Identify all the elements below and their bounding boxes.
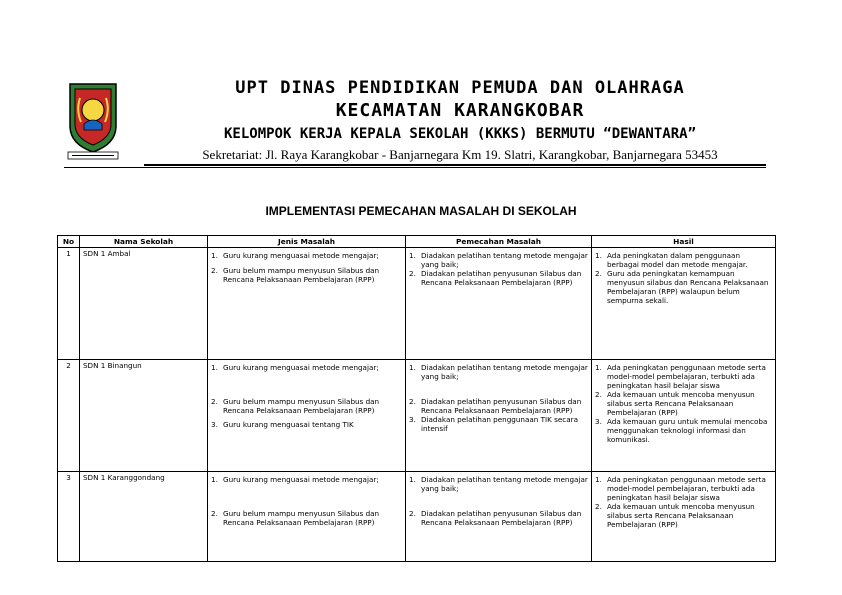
- table-header-row: [58, 236, 776, 248]
- problem-cell: [208, 360, 406, 472]
- column-header-solution: Pemecahan Masalah: [406, 236, 592, 248]
- regency-crest-logo: [64, 78, 122, 162]
- list-item: 2. Guru ada peningkatan kemampuan menyusun silabus dan Rencana Pelaksanaan Pembelajaran (RPP) walaupun belum sempurna sekali.: [595, 269, 769, 305]
- list-item: 2. Guru belum mampu menyusun Silabus dan Rencana Pelaksanaan Pembelajaran (RPP): [211, 266, 380, 284]
- problem-cell: [208, 248, 406, 360]
- school-name: SDN 1 Binangun: [80, 360, 208, 472]
- list-item: 2. Ada kemauan untuk mencoba menyusun silabus serta Rencana Pelaksanaan Pembelajaran (RPP): [595, 502, 755, 529]
- column-header-result: Hasil: [592, 236, 776, 248]
- list-item: 1. Guru kurang menguasai metode mengajar;: [211, 475, 379, 484]
- solution-cell: [406, 248, 592, 360]
- list-item: 3. Diadakan pelatihan penggunaan TIK secara intensif: [409, 415, 578, 433]
- row-number: 2: [58, 360, 80, 472]
- list-item: 2. Guru belum mampu menyusun Silabus dan Rencana Pelaksanaan Pembelajaran (RPP): [211, 509, 380, 527]
- list-item: 2. Diadakan pelatihan penyusunan Silabus dan Rencana Pelaksanaan Pembelajaran (RPP): [409, 509, 582, 527]
- problem-solving-table: [57, 235, 776, 562]
- working-group-name: KELOMPOK KERJA KEPALA SEKOLAH (KKKS) BERMUTU “DEWANTARA”: [223, 126, 696, 142]
- column-header-school: Nama Sekolah: [80, 236, 208, 248]
- list-item: 1. Diadakan pelatihan tentang metode mengajar yang baik;: [409, 363, 588, 381]
- solution-cell: [406, 472, 592, 562]
- table-row: [58, 248, 776, 360]
- list-item: 1. Guru kurang menguasai metode mengajar;: [211, 363, 379, 372]
- list-item: 3. Guru kurang menguasai tentang TIK: [211, 420, 354, 429]
- row-number: 1: [58, 248, 80, 360]
- table-row: [58, 472, 776, 562]
- header-rule-thin: [64, 167, 766, 168]
- agency-name: UPT DINAS PENDIDIKAN PEMUDA DAN OLAHRAGA: [235, 78, 685, 98]
- table-row: [58, 360, 776, 472]
- list-item: 1. Diadakan pelatihan tentang metode mengajar yang baik;: [409, 251, 588, 269]
- list-item: 1. Ada peningkatan penggunaan metode serta model-model pembelajaran, terbukti ada peningkatan hasil belajar siswa: [595, 475, 766, 502]
- list-item: 1. Diadakan pelatihan tentang metode mengajar yang baik;: [409, 475, 588, 493]
- result-cell: [592, 248, 776, 360]
- document-title: IMPLEMENTASI PEMECAHAN MASALAH DI SEKOLAH: [265, 204, 577, 218]
- column-header-no: No: [58, 236, 80, 248]
- school-name: SDN 1 Ambal: [80, 248, 208, 360]
- school-name: SDN 1 Karanggondang: [80, 472, 208, 562]
- solution-cell: [406, 360, 592, 472]
- header-rule-thick: [144, 164, 766, 166]
- list-item: 3. Ada kemauan guru untuk memulai mencoba menggunakan teknologi informasi dan komunikasi.: [595, 417, 768, 444]
- result-cell: [592, 472, 776, 562]
- list-item: 2. Ada kemauan untuk mencoba menyusun silabus serta Rencana Pelaksanaan Pembelajaran (RPP): [595, 390, 755, 417]
- list-item: 2. Diadakan pelatihan penyusunan Silabus dan Rencana Pelaksanaan Pembelajaran (RPP): [409, 269, 582, 287]
- result-cell: [592, 360, 776, 472]
- list-item: 1. Ada peningkatan dalam penggunaan berbagai model dan metode mengajar.: [595, 251, 748, 269]
- list-item: 1. Ada peningkatan penggunaan metode serta model-model pembelajaran, terbukti ada peningkatan hasil belajar siswa: [595, 363, 766, 390]
- row-number: 3: [58, 472, 80, 562]
- secretariat-address: Sekretariat: Jl. Raya Karangkobar - Banjarnegara Km 19. Slatri, Karangkobar, Banjarnegara 53453: [202, 147, 718, 162]
- list-item: 1. Guru kurang menguasai metode mengajar;: [211, 251, 379, 260]
- problem-cell: [208, 472, 406, 562]
- list-item: 2. Guru belum mampu menyusun Silabus dan Rencana Pelaksanaan Pembelajaran (RPP): [211, 397, 380, 415]
- column-header-problem: Jenis Masalah: [208, 236, 406, 248]
- district-name: KECAMATAN KARANGKOBAR: [335, 100, 585, 121]
- list-item: 2. Diadakan pelatihan penyusunan Silabus dan Rencana Pelaksanaan Pembelajaran (RPP): [409, 397, 582, 415]
